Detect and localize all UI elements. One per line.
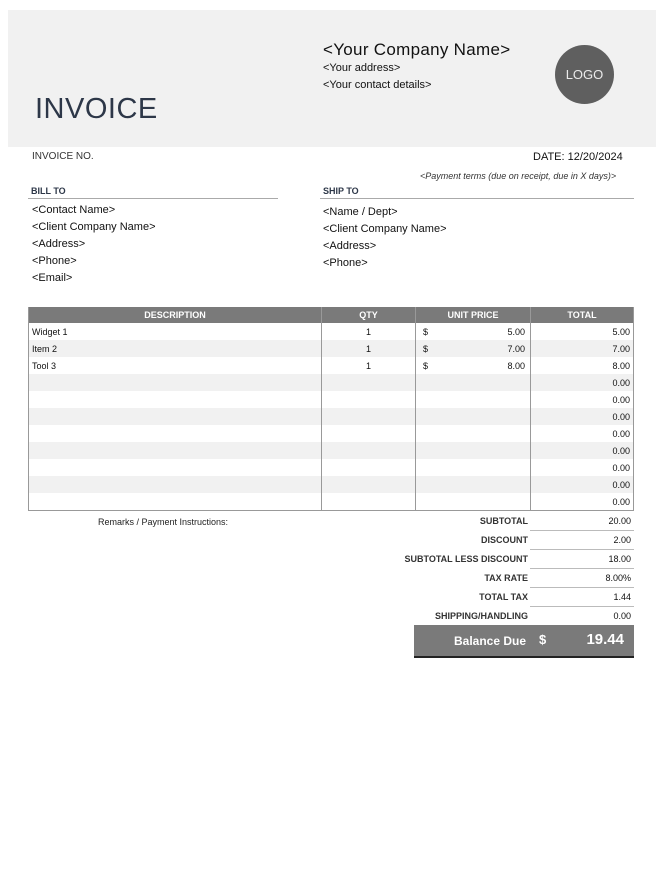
summary-divider	[530, 530, 634, 531]
table-row	[29, 442, 634, 459]
summary-value: 2.00	[613, 535, 631, 545]
table-row	[29, 459, 634, 476]
summary-label: TOTAL TAX	[479, 592, 528, 602]
payment-terms: <Payment terms (due on receipt, due in X days)>	[420, 171, 617, 181]
row-total: 7.00	[531, 340, 634, 357]
date-label: DATE:	[533, 151, 565, 163]
row-qty	[322, 408, 416, 425]
row-total: 0.00	[531, 408, 634, 425]
col-header-total: TOTAL	[531, 307, 634, 323]
row-unit-price	[416, 408, 531, 425]
row-description	[29, 425, 322, 442]
logo-text: LOGO	[565, 67, 604, 82]
row-qty	[322, 374, 416, 391]
row-total: 0.00	[531, 493, 634, 511]
row-qty	[322, 391, 416, 408]
balance-currency-symbol: $	[539, 632, 547, 647]
date-value: 12/20/2024	[567, 151, 623, 163]
row-unit-price	[416, 323, 531, 340]
date-field	[533, 151, 623, 163]
row-qty: 1	[322, 323, 416, 340]
row-unit-price	[416, 340, 531, 357]
row-unit-price-value: 8.00	[507, 360, 525, 371]
row-qty	[322, 493, 416, 511]
row-description: Widget 1	[29, 323, 322, 340]
company-address: <Your address>	[323, 62, 401, 74]
table-row	[29, 340, 634, 357]
bill-to-contact: <Contact Name>	[32, 204, 116, 216]
table-header-row	[29, 307, 634, 323]
row-currency-symbol: $	[423, 343, 429, 354]
row-unit-price	[416, 476, 531, 493]
row-unit-price	[416, 425, 531, 442]
table-row	[29, 391, 634, 408]
summary-value: 0.00	[613, 611, 631, 621]
summary-value: 8.00%	[605, 573, 631, 583]
table-row	[29, 374, 634, 391]
summary-divider	[530, 606, 634, 607]
row-unit-price	[416, 493, 531, 511]
balance-due-value: 19.44	[586, 631, 624, 648]
page-title: INVOICE	[35, 93, 158, 125]
row-description	[29, 476, 322, 493]
summary-label: DISCOUNT	[481, 535, 528, 545]
row-total: 0.00	[531, 425, 634, 442]
row-description: Tool 3	[29, 357, 322, 374]
row-description	[29, 374, 322, 391]
summary-label: TAX RATE	[484, 573, 528, 583]
col-header-unit-price: UNIT PRICE	[416, 307, 531, 323]
row-unit-price	[416, 391, 531, 408]
row-unit-price	[416, 442, 531, 459]
logo	[555, 45, 614, 104]
ship-to-label: SHIP TO	[323, 186, 359, 196]
row-total: 0.00	[531, 374, 634, 391]
row-description	[29, 408, 322, 425]
summary-value: 20.00	[608, 516, 631, 526]
bill-to-address: <Address>	[32, 238, 86, 250]
table-row	[29, 425, 634, 442]
balance-due-label: Balance Due	[454, 634, 527, 648]
row-total: 0.00	[531, 459, 634, 476]
bill-to-label: BILL TO	[31, 186, 66, 196]
bill-to-divider	[28, 198, 278, 199]
row-description	[29, 493, 322, 511]
bill-to-email: <Email>	[32, 272, 73, 284]
company-name: <Your Company Name>	[323, 40, 511, 59]
row-unit-price	[416, 374, 531, 391]
summary-value: 1.44	[613, 592, 631, 602]
ship-to-divider	[320, 198, 634, 199]
summary-divider	[530, 587, 634, 588]
table-row	[29, 493, 634, 511]
row-qty	[322, 425, 416, 442]
invoice-no-label: INVOICE NO.	[32, 151, 94, 162]
ship-to-address: <Address>	[323, 240, 377, 252]
row-currency-symbol: $	[423, 326, 429, 337]
summary-label: SUBTOTAL LESS DISCOUNT	[404, 554, 528, 564]
row-unit-price-value: 7.00	[507, 343, 525, 354]
row-unit-price-value: 5.00	[507, 326, 525, 337]
summary-divider	[530, 568, 634, 569]
summary-value: 18.00	[608, 554, 631, 564]
row-total: 5.00	[531, 323, 634, 340]
table-row	[29, 357, 634, 374]
row-description	[29, 442, 322, 459]
row-unit-price	[416, 459, 531, 476]
ship-to-company: <Client Company Name>	[323, 223, 447, 235]
row-unit-price	[416, 357, 531, 374]
row-total: 8.00	[531, 357, 634, 374]
row-description	[29, 459, 322, 476]
bill-to-phone: <Phone>	[32, 255, 77, 267]
remarks-label: Remarks / Payment Instructions:	[98, 517, 229, 527]
summary-divider	[530, 549, 634, 550]
row-currency-symbol: $	[423, 360, 429, 371]
items-table	[28, 307, 634, 511]
col-header-description: DESCRIPTION	[29, 307, 322, 323]
row-qty: 1	[322, 357, 416, 374]
balance-due-box	[414, 625, 634, 658]
row-qty	[322, 476, 416, 493]
summary-label: SUBTOTAL	[479, 516, 528, 526]
table-row	[29, 408, 634, 425]
company-contact: <Your contact details>	[323, 79, 432, 91]
row-qty	[322, 459, 416, 476]
row-total: 0.00	[531, 476, 634, 493]
row-qty	[322, 442, 416, 459]
ship-to-phone: <Phone>	[323, 257, 368, 269]
summary-label: SHIPPING/HANDLING	[434, 611, 528, 621]
row-qty: 1	[322, 340, 416, 357]
col-header-qty: QTY	[322, 307, 416, 323]
row-total: 0.00	[531, 391, 634, 408]
row-description	[29, 391, 322, 408]
row-total: 0.00	[531, 442, 634, 459]
bill-to-company: <Client Company Name>	[32, 221, 156, 233]
ship-to-name: <Name / Dept>	[323, 206, 398, 218]
table-row	[29, 323, 634, 340]
table-row	[29, 476, 634, 493]
row-description: Item 2	[29, 340, 322, 357]
